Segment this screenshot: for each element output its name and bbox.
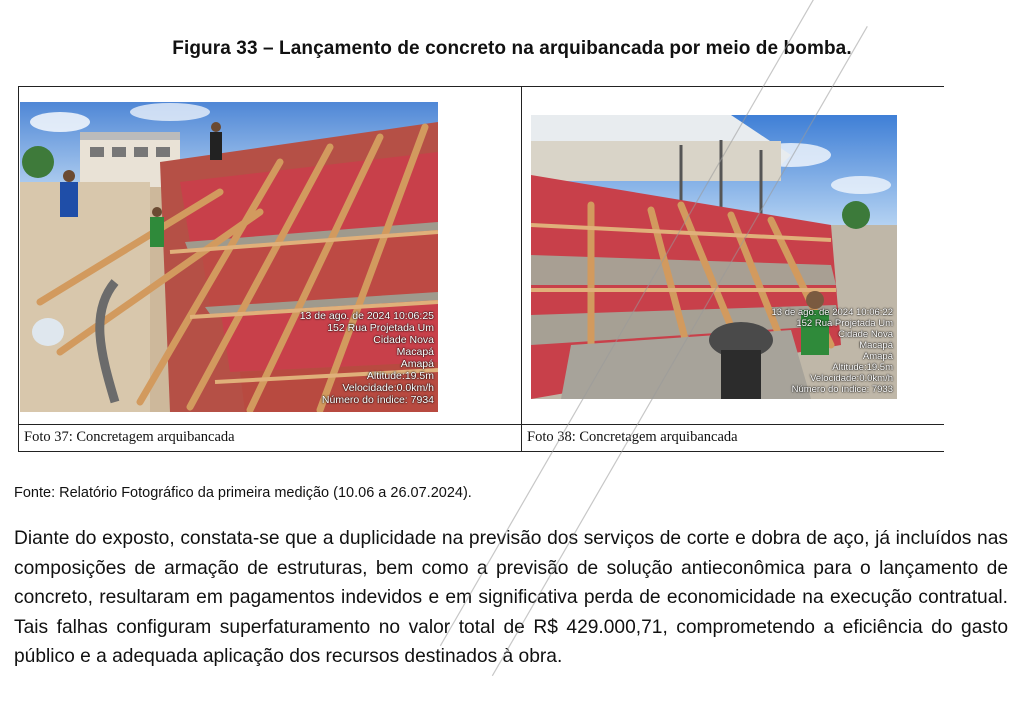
- stamp-line: Macapá: [859, 340, 893, 351]
- stamp-line: Velocidade:0.0km/h: [810, 373, 893, 384]
- photo-38: [531, 115, 897, 399]
- photo-37: [20, 102, 438, 412]
- photo-38-caption: Foto 38: Concretagem arquibancada: [527, 429, 738, 445]
- stamp-line: Amapá: [400, 358, 434, 370]
- photo-37-caption: Foto 37: Concretagem arquibancada: [24, 429, 235, 445]
- stamp-line: 152 Rua Projetada Um: [796, 318, 893, 329]
- photo-table: [18, 86, 944, 452]
- photo-37-stamp: [300, 310, 434, 406]
- stamp-line: Número do índice: 7934: [321, 394, 434, 406]
- table-column-divider: [521, 87, 522, 451]
- stamp-line: Velocidade:0.0km/h: [342, 382, 434, 394]
- stamp-line: 13 de ago. de 2024 10:06:25: [299, 310, 434, 322]
- figure-title: Figura 33 – Lançamento de concreto na arquibancada por meio de bomba.: [172, 38, 852, 59]
- stamp-line: Macapá: [396, 346, 434, 358]
- table-row-divider: [19, 424, 944, 425]
- stamp-line: Amapá: [862, 351, 893, 362]
- stamp-line: Altitude:19.5m: [366, 370, 434, 382]
- stamp-line: Cidade Nova: [838, 329, 893, 340]
- figure-source: Fonte: Relatório Fotográfico da primeira medição (10.06 a 26.07.2024).: [14, 485, 472, 501]
- photo-38-stamp: [771, 307, 893, 395]
- stamp-line: 13 de ago. de 2024 10:06:22: [771, 307, 893, 318]
- stamp-line: Cidade Nova: [373, 334, 434, 346]
- stamp-line: 152 Rua Projetada Um: [327, 322, 434, 334]
- body-paragraph: Diante do exposto, constata-se que a duplicidade na previsão dos serviços de corte e dobra de aço, já incluídos nas composições de armação de estruturas, bem como a previsão de solução antieconômica para o lançamento de concreto, resultaram em pagamentos indevidos e em significativa perda de economicidade na execução contratual. Tais falhas configuram superfaturamento no valor total de R$ 429.000,71, comprometendo a eficiência do gasto público e a adequada aplicação dos recursos destinados à obra.: [14, 528, 1008, 667]
- stamp-line: Número do índice: 7933: [791, 384, 893, 395]
- stamp-line: Altitude:19.5m: [832, 362, 893, 373]
